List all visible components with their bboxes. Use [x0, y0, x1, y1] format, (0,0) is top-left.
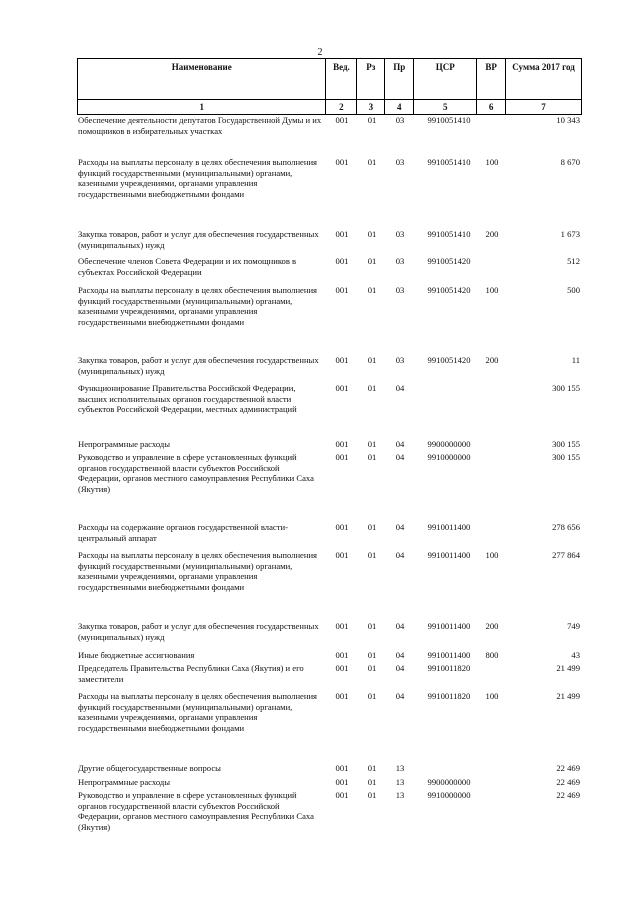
row-rz: 01	[367, 621, 377, 631]
header-csr: ЦСР	[414, 59, 477, 100]
row-sum: 22 469	[556, 777, 580, 787]
row-rz: 01	[367, 285, 377, 295]
row-ved: 001	[335, 650, 349, 660]
row-pr: 03	[395, 285, 405, 295]
row-ved: 001	[335, 383, 349, 393]
row-name: Закупка товаров, работ и услуг для обеспечения государственных (муниципальных) нужд	[78, 355, 319, 376]
row-name: Иные бюджетные ассигнования	[78, 650, 195, 660]
row-ved: 001	[335, 790, 349, 800]
row-rz: 01	[367, 439, 377, 449]
row-pr: 04	[395, 439, 405, 449]
row-pr: 04	[395, 383, 405, 393]
row-csr: 9910011820	[427, 691, 471, 701]
row-name: Руководство и управление в сфере установленных функций органов государственной власти субъектов Российской Федерации, органов местного самоуправления Республики Саха (Якутия)	[78, 452, 314, 494]
row-pr: 03	[395, 157, 405, 167]
row-rz: 01	[367, 691, 377, 701]
row-name: Расходы на выплаты персоналу в целях обеспечения выполнения функций государственными (муниципальными) органами, казенными учреждениями, органами управления государственными внебюджетными фондами	[78, 550, 318, 592]
row-csr: 9910011400	[427, 621, 471, 631]
row-rz: 01	[367, 355, 377, 365]
row-name: Обеспечение деятельности депутатов Государственной Думы и их помощников в избирательных участках	[78, 115, 322, 136]
header-vr: ВР	[477, 59, 506, 100]
row-csr: 9910051420	[427, 285, 471, 295]
row-pr: 04	[395, 663, 405, 673]
row-ved: 001	[335, 621, 349, 631]
row-vr: 200	[485, 621, 499, 631]
row-name: Закупка товаров, работ и услуг для обеспечения государственных (муниципальных) нужд	[78, 621, 319, 642]
row-vr: 200	[485, 229, 499, 239]
row-name: Расходы на выплаты персоналу в целях обеспечения выполнения функций государственными (муниципальными) органами, казенными учреждениями, органами управления государственными внебюджетными фондами	[78, 691, 318, 733]
row-sum: 10 343	[556, 115, 580, 125]
row-name: Расходы на выплаты персоналу в целях обеспечения выполнения функций государственными (муниципальными) органами, казенными учреждениями, органами управления государственными внебюджетными фондами	[78, 285, 318, 327]
row-pr: 03	[395, 355, 405, 365]
row-sum: 21 499	[556, 663, 580, 673]
row-csr: 9910051420	[427, 256, 471, 266]
row-ved: 001	[335, 691, 349, 701]
row-sum: 278 656	[552, 522, 580, 532]
row-ved: 001	[335, 355, 349, 365]
row-pr: 03	[395, 229, 405, 239]
row-rz: 01	[367, 763, 377, 773]
row-name: Руководство и управление в сфере установленных функций органов государственной власти субъектов Российской Федерации, органов местного самоуправления Республики Саха (Якутия)	[78, 790, 314, 832]
row-rz: 01	[367, 452, 377, 462]
header-num-6: 6	[477, 100, 506, 115]
row-sum: 300 155	[552, 439, 580, 449]
header-num-1: 1	[78, 100, 326, 115]
row-csr: 9910051410	[427, 229, 471, 239]
row-name: Расходы на выплаты персоналу в целях обеспечения выполнения функций государственными (муниципальными) органами, казенными учреждениями, органами управления государственными внебюджетными фондами	[78, 157, 318, 199]
row-vr: 100	[485, 157, 499, 167]
row-sum: 8 670	[560, 157, 580, 167]
row-pr: 03	[395, 115, 405, 125]
row-csr: 9910051410	[427, 157, 471, 167]
row-sum: 43	[571, 650, 580, 660]
row-name: Председатель Правительства Республики Саха (Якутия) и его заместители	[78, 663, 304, 684]
row-rz: 01	[367, 790, 377, 800]
row-sum: 277 864	[552, 550, 580, 560]
row-sum: 21 499	[556, 691, 580, 701]
row-ved: 001	[335, 763, 349, 773]
header-num-5: 5	[414, 100, 477, 115]
header-sum: Сумма 2017 год	[506, 59, 582, 100]
header-pr: Пр	[385, 59, 414, 100]
row-vr: 100	[485, 285, 499, 295]
row-pr: 03	[395, 256, 405, 266]
row-name: Непрограммные расходы	[78, 777, 171, 787]
row-pr: 13	[395, 777, 405, 787]
row-pr: 13	[395, 790, 405, 800]
row-ved: 001	[335, 115, 349, 125]
row-rz: 01	[367, 115, 377, 125]
row-pr: 04	[395, 550, 405, 560]
row-ved: 001	[335, 285, 349, 295]
row-name: Другие общегосударственные вопросы	[78, 763, 221, 773]
header-rz: Рз	[357, 59, 385, 100]
row-ved: 001	[335, 550, 349, 560]
header-name: Наименование	[78, 59, 326, 100]
row-rz: 01	[367, 229, 377, 239]
row-name: Обеспечение членов Совета Федерации и их помощников в субъектах Российской Федерации	[78, 256, 297, 277]
row-ved: 001	[335, 157, 349, 167]
row-sum: 1 673	[560, 229, 580, 239]
row-sum: 500	[567, 285, 580, 295]
row-ved: 001	[335, 777, 349, 787]
row-pr: 04	[395, 452, 405, 462]
header-num-3: 3	[357, 100, 385, 115]
row-csr: 9910000000	[427, 452, 471, 462]
row-ved: 001	[335, 229, 349, 239]
row-pr: 04	[395, 621, 405, 631]
row-csr: 9900000000	[427, 777, 471, 787]
row-rz: 01	[367, 777, 377, 787]
row-sum: 300 155	[552, 452, 580, 462]
row-ved: 001	[335, 663, 349, 673]
row-ved: 001	[335, 439, 349, 449]
row-rz: 01	[367, 550, 377, 560]
header-ved: Вед.	[326, 59, 357, 100]
row-vr: 100	[485, 550, 499, 560]
row-rz: 01	[367, 383, 377, 393]
row-pr: 13	[395, 763, 405, 773]
row-ved: 001	[335, 452, 349, 462]
row-ved: 001	[335, 256, 349, 266]
row-pr: 04	[395, 522, 405, 532]
row-csr: 9900000000	[427, 439, 471, 449]
row-csr: 9910011400	[427, 650, 471, 660]
row-rz: 01	[367, 522, 377, 532]
page-number: 2	[317, 47, 323, 58]
row-csr: 9910011400	[427, 550, 471, 560]
header-num-7: 7	[506, 100, 582, 115]
row-csr: 9910000000	[427, 790, 471, 800]
row-vr: 100	[485, 691, 499, 701]
row-name: Закупка товаров, работ и услуг для обеспечения государственных (муниципальных) нужд	[78, 229, 319, 250]
row-rz: 01	[367, 650, 377, 660]
row-rz: 01	[367, 256, 377, 266]
row-vr: 200	[485, 355, 499, 365]
header-num-4: 4	[385, 100, 414, 115]
row-csr: 9910051420	[427, 355, 471, 365]
row-sum: 11	[571, 355, 580, 365]
row-name: Непрограммные расходы	[78, 439, 171, 449]
row-sum: 300 155	[552, 383, 580, 393]
row-ved: 001	[335, 522, 349, 532]
row-rz: 01	[367, 663, 377, 673]
row-sum: 749	[567, 621, 580, 631]
header-num-2: 2	[326, 100, 357, 115]
row-rz: 01	[367, 157, 377, 167]
row-pr: 04	[395, 650, 405, 660]
row-sum: 512	[567, 256, 580, 266]
row-sum: 22 469	[556, 790, 580, 800]
row-name: Расходы на содержание органов государственной власти- центральный аппарат	[78, 522, 288, 543]
row-vr: 800	[485, 650, 499, 660]
row-csr: 9910051410	[427, 115, 471, 125]
table-header	[77, 58, 582, 113]
row-csr: 9910011400	[427, 522, 471, 532]
row-csr: 9910011820	[427, 663, 471, 673]
row-name: Функционирование Правительства Российской Федерации, высших исполнительных органов государственной власти субъектов Российской Федерации, местных администраций	[78, 383, 297, 415]
row-pr: 04	[395, 691, 405, 701]
row-sum: 22 469	[556, 763, 580, 773]
